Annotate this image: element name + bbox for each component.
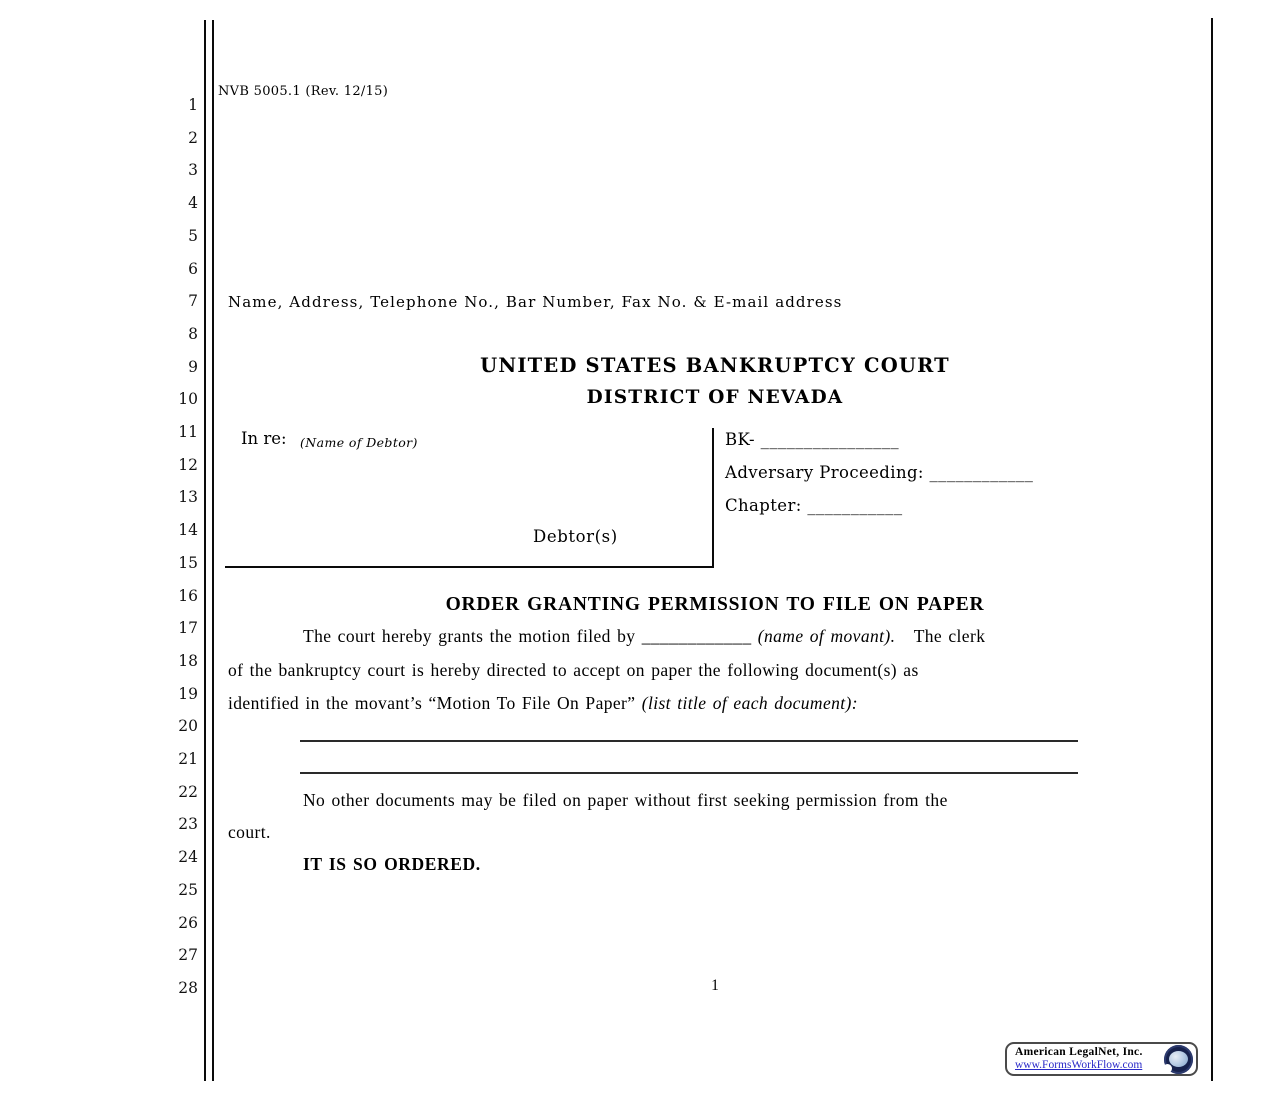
pleading-line-number: 13: [178, 488, 198, 507]
pleading-line-number: 23: [178, 815, 198, 834]
pleading-line-number: 2: [188, 128, 198, 147]
in-re-label: In re:: [241, 429, 287, 448]
chapter-line: Chapter: ___________: [725, 496, 903, 515]
caption-box-bottom-rule: [225, 566, 714, 568]
left-double-rule-inner: [212, 20, 214, 1081]
formsworkflow-link[interactable]: www.FormsWorkFlow.com: [1015, 1059, 1143, 1071]
order-paragraph1-line1: [303, 626, 985, 647]
order-paragraph2-line2: court.: [228, 822, 271, 842]
name-of-movant-hint: (name of movant).: [757, 626, 896, 646]
document-list-blank-line-2: [300, 772, 1078, 774]
pleading-line-number: 18: [178, 651, 198, 670]
legalnet-globe-icon: [1164, 1045, 1193, 1074]
pleading-line-number: 24: [178, 848, 198, 867]
document-list-blank-line-1: [300, 740, 1078, 742]
globe-sphere: [1169, 1051, 1188, 1067]
attorney-info-label: Name, Address, Telephone No., Bar Number, Fax No. & E-mail address: [228, 293, 843, 311]
adversary-proceeding-line: Adversary Proceeding: ____________: [725, 463, 1034, 482]
pleading-line-numbers: [150, 0, 198, 1100]
court-name: UNITED STATES BANKRUPTCY COURT: [480, 354, 950, 377]
pleading-line-number: 9: [188, 357, 198, 376]
p1-text-a: The court hereby grants the motion filed by: [303, 626, 642, 646]
pleading-line-number: 7: [188, 292, 198, 311]
pleading-line-number: 26: [178, 913, 198, 932]
badge-text-block: [1007, 1046, 1164, 1071]
pleading-line-number: 5: [188, 226, 198, 245]
pleading-line-number: 21: [178, 750, 198, 768]
pleading-line-number: 6: [188, 259, 198, 278]
pleading-line-number: 16: [178, 586, 198, 605]
pleading-line-number: 10: [178, 390, 198, 409]
movant-blank: ____________: [641, 626, 758, 646]
pleading-line-number: 3: [188, 161, 198, 180]
pleading-line-number: 12: [178, 455, 198, 474]
pleading-line-number: 11: [178, 423, 198, 441]
page-number: 1: [711, 977, 719, 994]
pleading-line-number: 27: [178, 946, 198, 965]
pleading-line-number: 19: [178, 684, 198, 703]
form-id: NVB 5005.1 (Rev. 12/15): [218, 84, 389, 99]
globe-highlight: [1163, 1064, 1172, 1073]
debtors-label: Debtor(s): [533, 527, 618, 546]
name-of-debtor-hint: (Name of Debtor): [300, 435, 418, 450]
pleading-line-number: 8: [188, 324, 198, 343]
pleading-line-number: 17: [178, 619, 198, 638]
pleading-line-number: 20: [178, 717, 198, 736]
badge-company-name: American LegalNet, Inc.: [1015, 1046, 1143, 1059]
order-paragraph2-line1: No other documents may be filed on paper without first seeking permission from the: [303, 790, 948, 810]
pleading-line-number: 1: [188, 96, 198, 114]
pleading-line-number: 22: [178, 782, 198, 801]
pleading-line-number: 25: [178, 880, 198, 899]
p1-text-c: identified in the movant’s “Motion To File On Paper”: [228, 693, 642, 713]
order-paragraph1-line3: [228, 693, 858, 714]
list-title-hint: (list title of each document):: [641, 693, 858, 713]
pleading-line-number: 14: [178, 521, 198, 540]
american-legalnet-badge: [1005, 1042, 1198, 1076]
court-district: DISTRICT OF NEVADA: [586, 387, 844, 408]
left-double-rule-outer: [204, 20, 206, 1081]
pleading-line-number: 28: [178, 978, 198, 997]
pleading-line-number: 4: [188, 194, 198, 213]
so-ordered-statement: IT IS SO ORDERED.: [303, 854, 481, 874]
order-paragraph1-line2: of the bankruptcy court is hereby directed to accept on paper the following document(s) as: [228, 660, 919, 680]
order-title: ORDER GRANTING PERMISSION TO FILE ON PAPER: [445, 594, 985, 615]
caption-box-divider-rule: [712, 428, 714, 568]
right-margin-rule: [1211, 18, 1213, 1081]
bk-number-line: BK- ________________: [725, 430, 900, 449]
p1-text-b: The clerk: [895, 626, 986, 646]
pleading-line-number: 15: [178, 553, 198, 572]
